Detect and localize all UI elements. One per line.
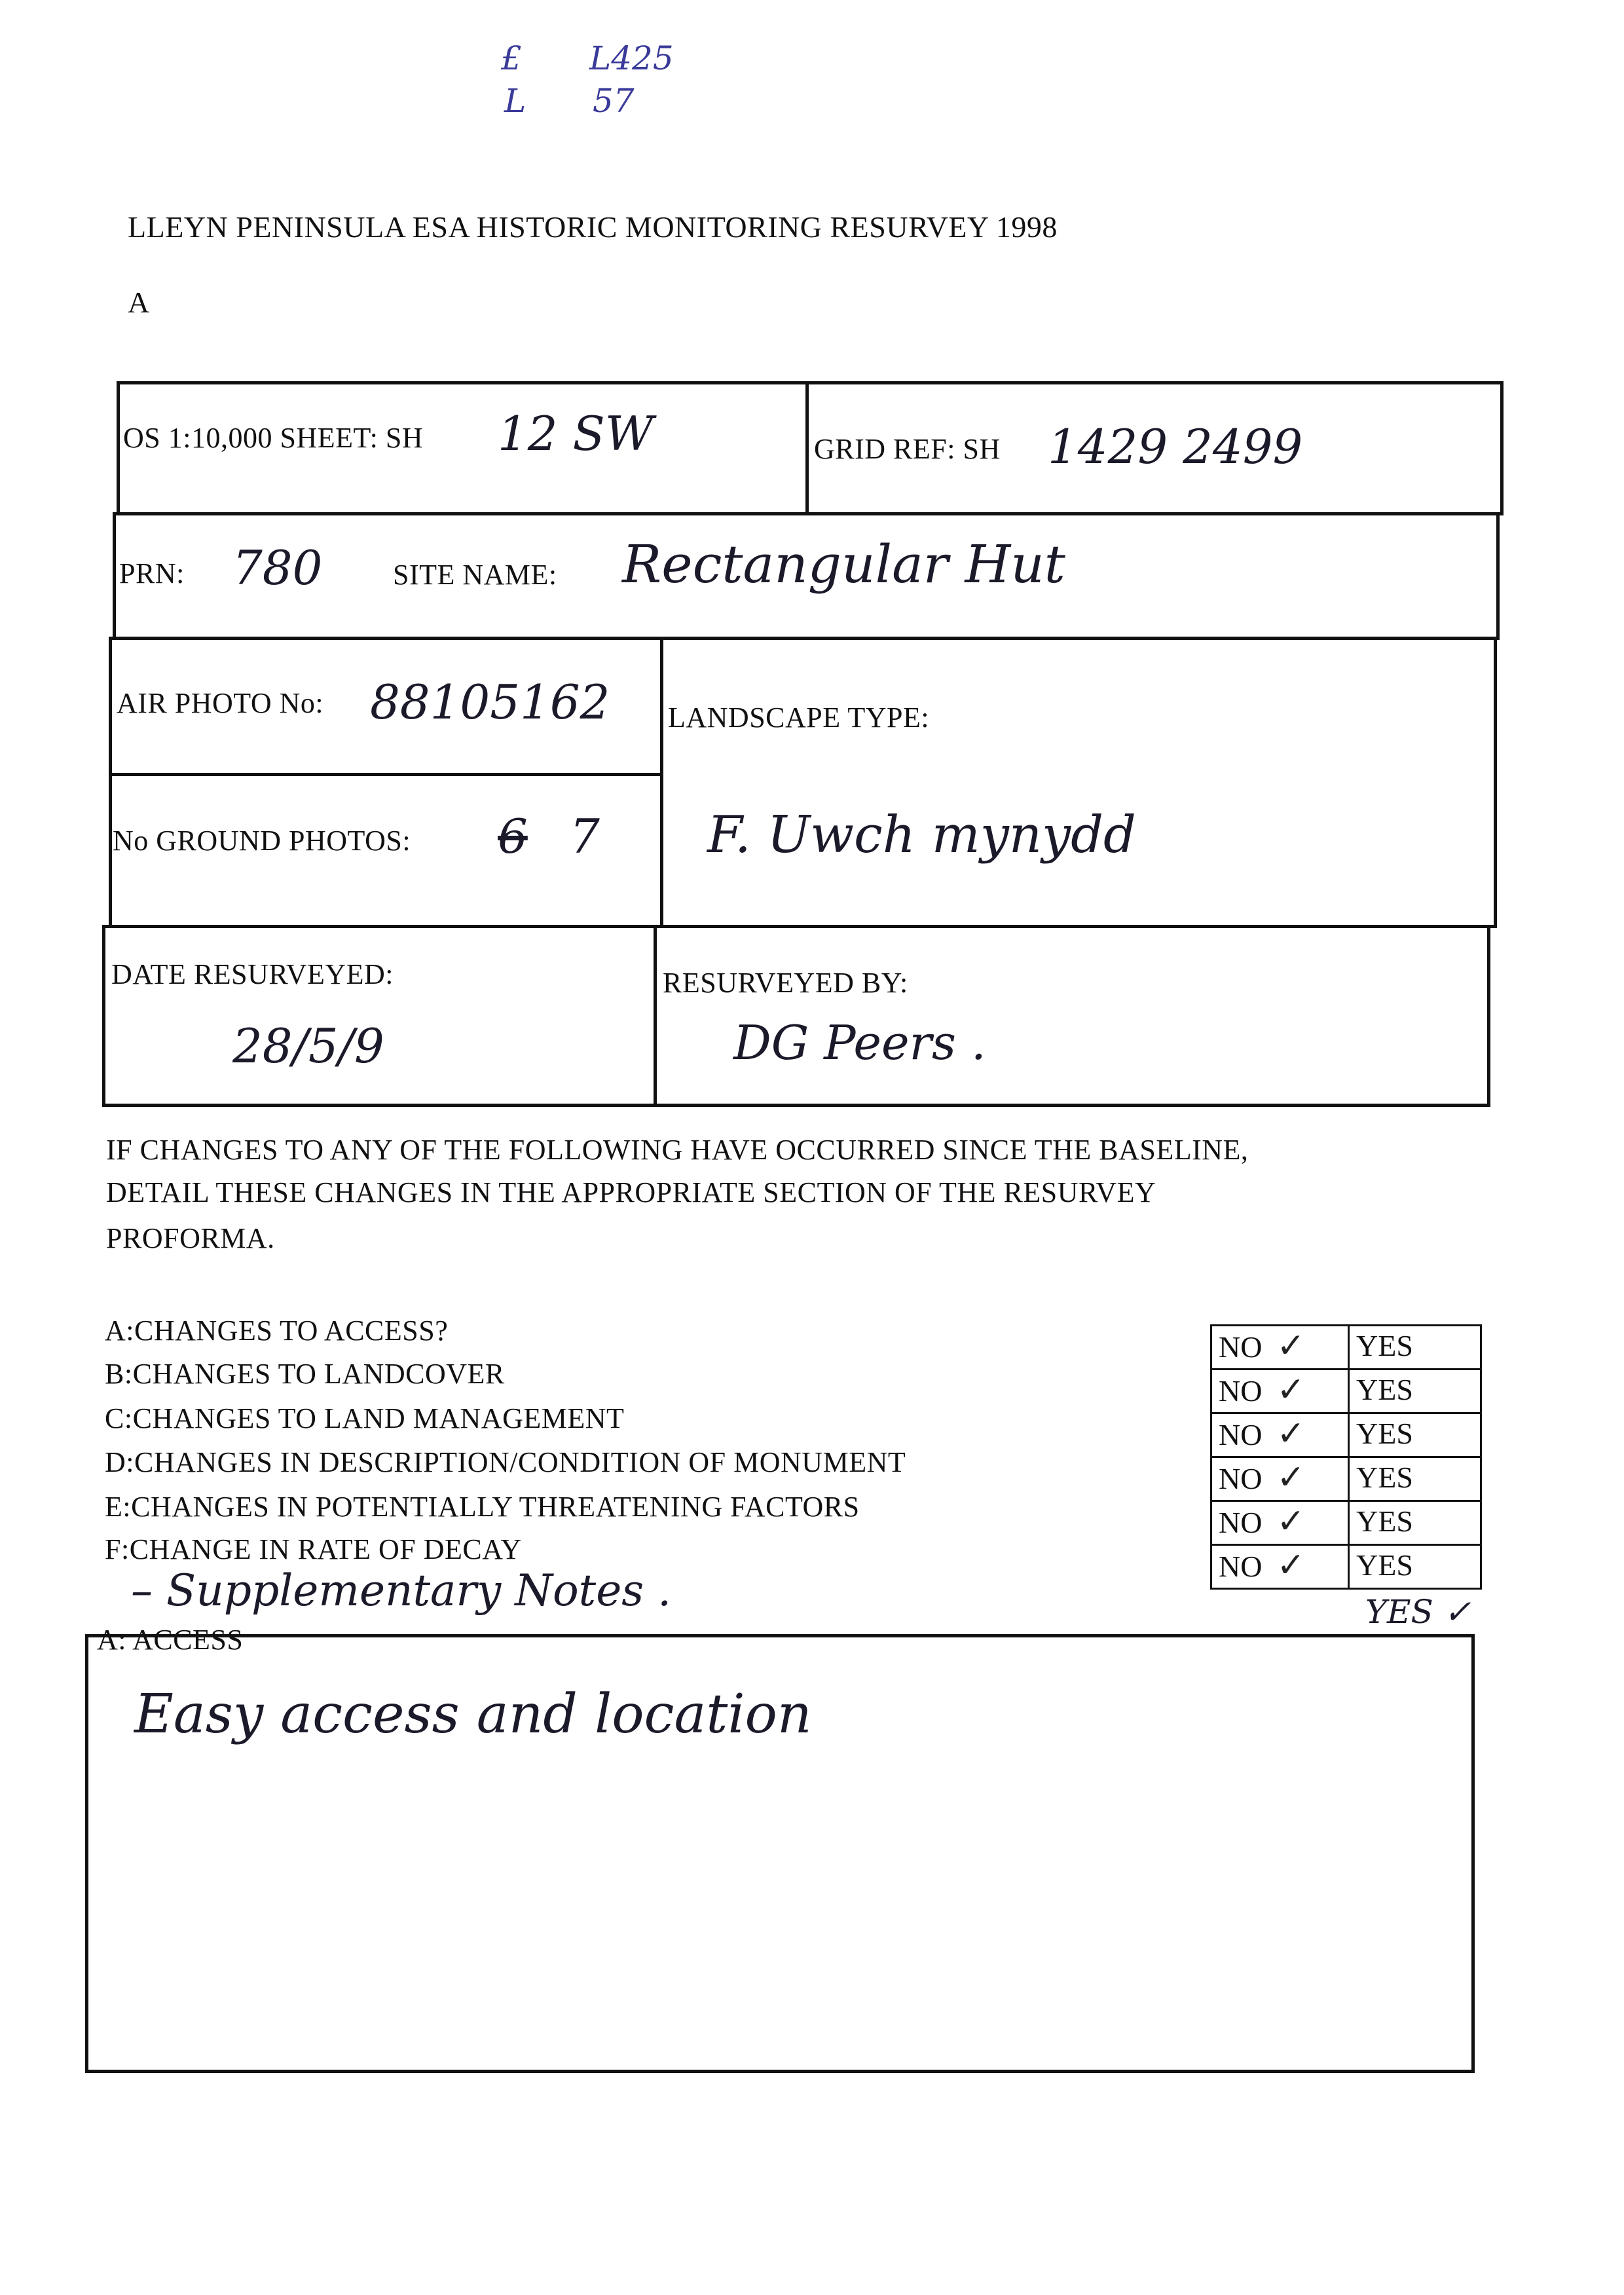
change-e-no[interactable]: NO ✓ [1210, 1500, 1350, 1546]
corner-note-ref: L425 [589, 39, 674, 77]
access-label: A: ACCESS [97, 1624, 244, 1656]
grid-ref-value[interactable]: 1429 2499 [1048, 419, 1303, 474]
supplementary-notes: – Supplementary Notes . [131, 1565, 672, 1616]
yes-note: YES ✓ [1365, 1593, 1471, 1631]
check-icon: ✓ [1276, 1370, 1306, 1409]
ground-photos-value[interactable]: 7 [570, 809, 600, 864]
ground-photos-label: No GROUND PHOTOS: [113, 825, 411, 857]
check-icon: ✓ [1276, 1502, 1306, 1541]
instructions-line-1: IF CHANGES TO ANY OF THE FOLLOWING HAVE OCCURRED SINCE THE BASELINE, [106, 1134, 1249, 1166]
change-f-yes[interactable]: YES [1348, 1544, 1482, 1590]
change-f-label: F:CHANGE IN RATE OF DECAY [105, 1533, 522, 1565]
resurveyed-by-value[interactable]: DG Peers . [733, 1015, 986, 1070]
check-icon: ✓ [1276, 1414, 1306, 1453]
check-icon: ✓ [1276, 1546, 1306, 1585]
change-c-label: C:CHANGES TO LAND MANAGEMENT [105, 1402, 625, 1434]
change-c-yes[interactable]: YES [1348, 1412, 1482, 1458]
check-icon: ✓ [1276, 1326, 1306, 1366]
landscape-type-value[interactable]: F. Uwch mynydd [707, 806, 1136, 865]
change-b-label: B:CHANGES TO LANDCOVER [105, 1358, 505, 1390]
air-photo-value[interactable]: 88105162 [370, 675, 610, 730]
access-text[interactable]: Easy access and location [134, 1683, 812, 1745]
change-e-yes[interactable]: YES [1348, 1500, 1482, 1546]
page-title: LLEYN PENINSULA ESA HISTORIC MONITORING RESURVEY 1998 [128, 210, 1058, 244]
divider [109, 773, 662, 776]
corner-note-letter: L [504, 82, 526, 120]
corner-note-number: 57 [593, 82, 635, 120]
divider [660, 637, 663, 928]
site-name-label: SITE NAME: [393, 559, 557, 591]
check-icon: ✓ [1276, 1458, 1306, 1497]
resurveyed-by-label: RESURVEYED BY: [663, 967, 908, 999]
date-label: DATE RESURVEYED: [111, 958, 394, 990]
change-d-no[interactable]: NO ✓ [1210, 1456, 1350, 1502]
prn-label: PRN: [119, 557, 185, 589]
change-a-label: A:CHANGES TO ACCESS? [105, 1315, 449, 1347]
change-a-yes[interactable]: YES [1348, 1324, 1482, 1370]
change-e-label: E:CHANGES IN POTENTIALLY THREATENING FACTORS [105, 1491, 860, 1523]
change-b-no[interactable]: NO ✓ [1210, 1368, 1350, 1414]
change-a-no[interactable]: NO ✓ [1210, 1324, 1350, 1370]
form-code: A [128, 286, 150, 319]
divider [654, 925, 657, 1107]
ground-photos-struck: 6 [498, 809, 528, 864]
os-sheet-value[interactable]: 12 SW [498, 406, 654, 461]
change-f-no[interactable]: NO ✓ [1210, 1544, 1350, 1590]
divider [805, 381, 809, 515]
change-b-yes[interactable]: YES [1348, 1368, 1482, 1414]
row-photos-landscape [109, 637, 1497, 928]
change-c-no[interactable]: NO ✓ [1210, 1412, 1350, 1458]
site-name-value[interactable]: Rectangular Hut [622, 534, 1065, 595]
instructions-line-2: DETAIL THESE CHANGES IN THE APPROPRIATE SECTION OF THE RESURVEY [106, 1176, 1156, 1208]
change-d-label: D:CHANGES IN DESCRIPTION/CONDITION OF MONUMENT [105, 1446, 906, 1478]
change-d-yes[interactable]: YES [1348, 1456, 1482, 1502]
landscape-type-label: LANDSCAPE TYPE: [668, 701, 930, 734]
instructions-line-3: PROFORMA. [106, 1222, 275, 1254]
air-photo-label: AIR PHOTO No: [117, 687, 324, 719]
date-value[interactable]: 28/5/9 [232, 1018, 384, 1073]
grid-ref-label: GRID REF: SH [814, 433, 1001, 465]
corner-note-symbol: £ [501, 39, 522, 77]
os-sheet-label: OS 1:10,000 SHEET: SH [123, 422, 424, 454]
prn-value[interactable]: 780 [232, 540, 323, 595]
